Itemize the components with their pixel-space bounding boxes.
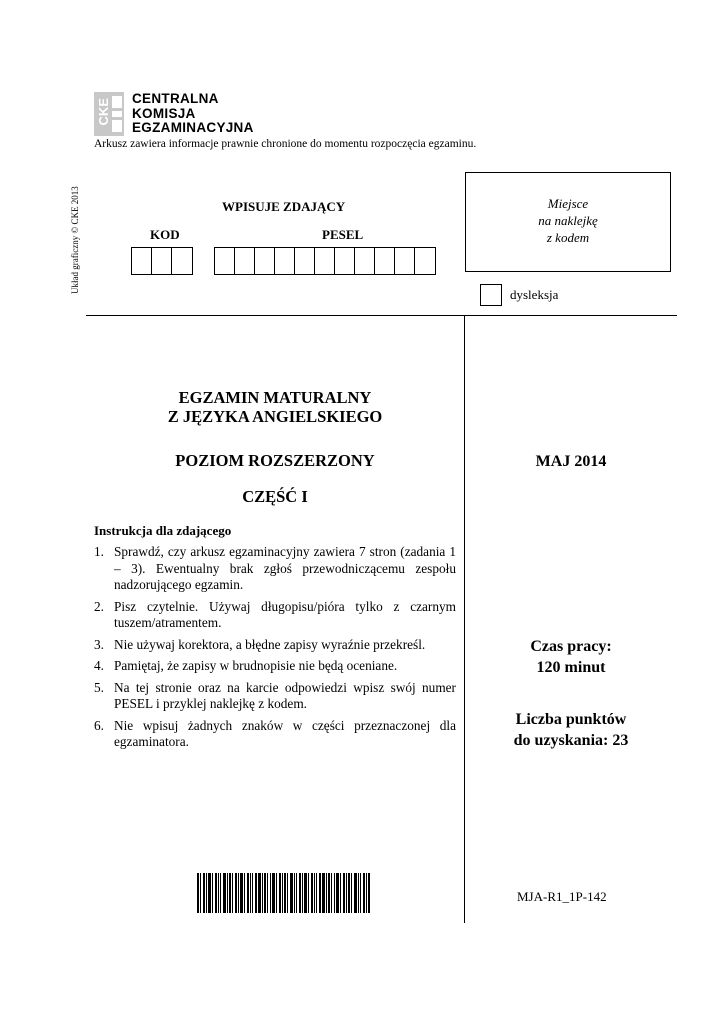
pesel-cell[interactable] <box>415 248 435 274</box>
instruction-item <box>94 680 456 713</box>
pesel-input[interactable] <box>214 247 436 275</box>
instruction-number: 5. <box>94 679 104 695</box>
pesel-cell[interactable] <box>255 248 275 274</box>
instruction-number: 3. <box>94 636 104 652</box>
exam-code: MJA-R1_1P-142 <box>517 889 607 904</box>
kod-label: KOD <box>150 227 180 242</box>
confidentiality-notice: Arkusz zawiera informacje prawnie chronione do momentu rozpoczęcia egzaminu. <box>94 138 477 150</box>
horizontal-divider <box>86 315 677 316</box>
instruction-text: Sprawdź, czy arkusz egzaminacyjny zawiera 7 stron (zadania 1 – 3). Ewentualny brak zgłoś przewodniczącemu zespołu nadzorującego egzamin. <box>114 544 456 592</box>
instruction-number: 1. <box>94 544 104 559</box>
dyslexia-label: dysleksja <box>510 287 559 302</box>
instruction-item <box>94 544 456 594</box>
points-value: do uzyskania: 23 <box>513 732 629 749</box>
exam-level: POZIOM ROZSZERZONY <box>175 451 375 470</box>
dyslexia-checkbox[interactable] <box>480 284 502 306</box>
instructions-list <box>94 544 456 756</box>
instruction-text: Pisz czytelnie. Używaj długopisu/pióra tylko z czarnym tuszem/atramentem. <box>114 598 456 630</box>
points-label: Liczba punktów <box>515 711 627 728</box>
instruction-number: 6. <box>94 717 104 733</box>
pesel-cell[interactable] <box>355 248 375 274</box>
kod-cell[interactable] <box>152 248 172 274</box>
kod-cell[interactable] <box>132 248 152 274</box>
pesel-label: PESEL <box>322 227 364 242</box>
exam-part: CZĘŚĆ I <box>242 487 308 506</box>
vertical-divider <box>464 315 465 923</box>
instruction-number: 2. <box>94 598 104 614</box>
instruction-item <box>94 718 456 751</box>
sticker-instructions <box>466 195 670 246</box>
exam-title-line-1: EGZAMIN MATURALNY <box>178 388 372 407</box>
instruction-item <box>94 599 456 632</box>
pesel-cell[interactable] <box>375 248 395 274</box>
logo-line-3: EGZAMINACYJNA <box>132 120 254 135</box>
cke-logo <box>94 92 264 136</box>
instruction-text: Pamiętaj, że zapisy w brudnopisie nie będą oceniane. <box>114 658 398 673</box>
pesel-cell[interactable] <box>235 248 255 274</box>
logo-line-1: CENTRALNA <box>132 91 219 106</box>
logo-line-2: KOMISJA <box>132 105 196 121</box>
exam-date: MAJ 2014 <box>535 453 607 470</box>
exam-title-line-2: Z JĘZYKA ANGIELSKIEGO <box>167 407 383 426</box>
pesel-cell[interactable] <box>335 248 355 274</box>
instruction-text: Nie używaj korektora, a błędne zapisy wyraźnie przekreśl. <box>114 636 426 652</box>
cke-logo-mark <box>94 92 124 136</box>
kod-cell[interactable] <box>172 248 192 274</box>
graphic-credit: Układ graficzny © CKE 2013 <box>70 186 80 294</box>
sticker-area[interactable] <box>465 172 671 272</box>
pesel-cell[interactable] <box>395 248 415 274</box>
sticker-line-2: na naklejkę <box>538 213 598 228</box>
barcode <box>197 873 370 913</box>
instruction-item <box>94 637 456 654</box>
time-value: 120 minut <box>536 659 606 676</box>
pesel-cell[interactable] <box>275 248 295 274</box>
cke-logo-mark-letters: CKE <box>96 98 111 126</box>
sticker-line-1: Miejsce <box>547 196 589 211</box>
pesel-cell[interactable] <box>215 248 235 274</box>
instruction-item <box>94 658 456 675</box>
cke-logo-text <box>132 92 254 136</box>
instruction-number: 4. <box>94 658 104 673</box>
instruction-text: Nie wpisuj żadnych znaków w części przeznaczonej dla egzaminatora. <box>114 717 456 749</box>
pesel-cell[interactable] <box>315 248 335 274</box>
instructions-heading: Instrukcja dla zdającego <box>94 523 232 538</box>
instruction-text: Na tej stronie oraz na karcie odpowiedzi wpisz swój numer PESEL i przyklej naklejkę z kodem. <box>114 679 456 711</box>
time-label: Czas pracy: <box>530 638 612 655</box>
sticker-line-3: z kodem <box>546 230 590 245</box>
pesel-cell[interactable] <box>295 248 315 274</box>
candidate-section-title: WPISUJE ZDAJĄCY <box>222 199 346 214</box>
kod-input[interactable] <box>131 247 193 275</box>
